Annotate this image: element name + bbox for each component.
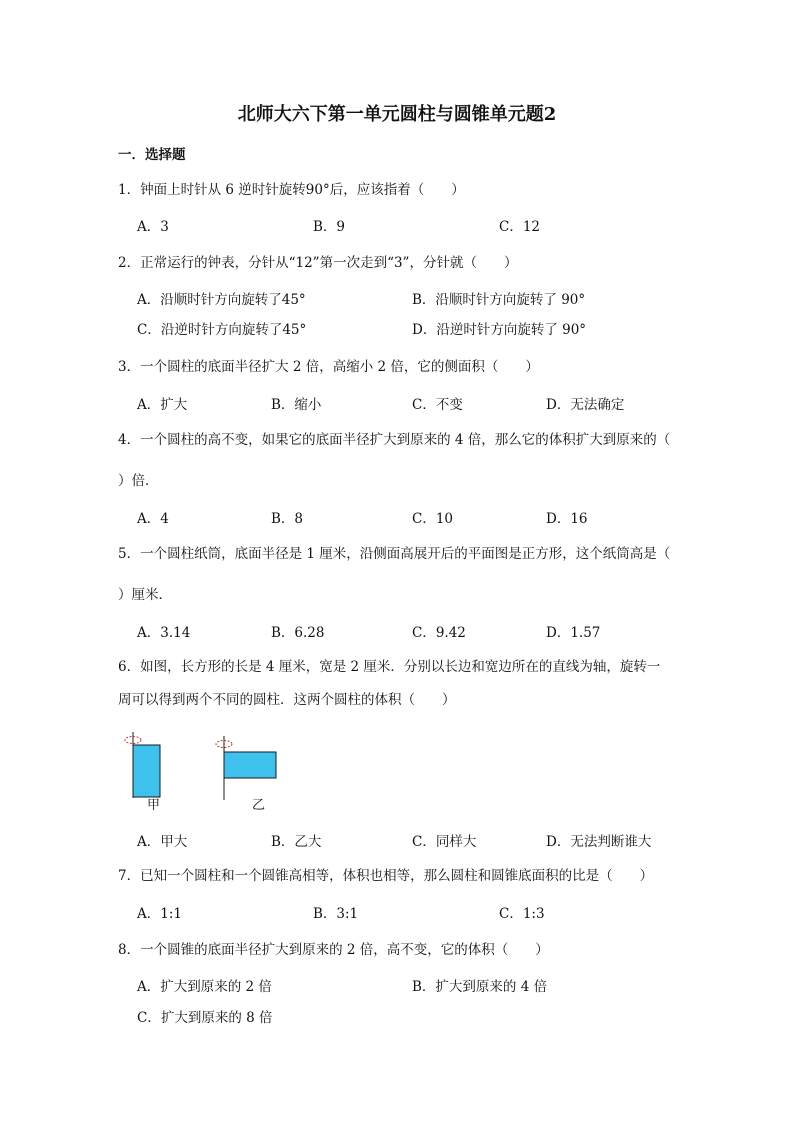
question-1-stem: 1．钟面上时针从 6 逆时针旋转90°后，应该指着（ ） [118,182,465,198]
q3-option-a: A．扩大 [137,397,188,413]
q2-option-c: C．沿逆时针方向旋转了45° [137,322,307,338]
q5-option-d: D．1.57 [546,625,601,641]
question-7-stem: 7．已知一个圆柱和一个圆锥高相等，体积也相等，那么圆柱和圆锥底面积的比是（ ） [118,868,654,884]
q1-option-a: A．3 [137,219,169,235]
q3-option-c: C．不变 [412,397,463,413]
q7-option-a: A．1:1 [137,906,182,922]
question-8-stem: 8．一个圆锥的底面半径扩大到原来的 2 倍，高不变，它的体积（ ） [118,942,549,958]
q1-option-c: C．12 [499,219,541,235]
yi-rectangle [224,752,276,778]
question-3-stem: 3．一个圆柱的底面半径扩大 2 倍，高缩小 2 倍，它的侧面积（ ） [118,359,539,375]
question-5-stem-line-1: 5．一个圆柱纸筒，底面半径是 1 厘米，沿侧面高展开后的平面图是正方形，这个纸筒高是（ [118,546,671,562]
q8-option-b: B．扩大到原来的 4 倍 [412,979,548,995]
question-4-stem-line-2: ）倍． [118,473,159,489]
q6-option-c: C．同样大 [412,834,477,850]
q1-option-b: B．9 [313,219,346,235]
figure-label-yi: 乙 [252,798,266,813]
question-6-stem-line-1: 6．如图，长方形的长是 4 厘米，宽是 2 厘米．分别以长边和宽边所在的直线为轴，旋转一 [118,659,661,675]
question-5-stem-line-2: ）厘米． [118,587,172,603]
q4-option-d: D．16 [546,511,588,527]
section-heading: 一．选择题 [118,147,186,163]
question-2-stem: 2．正常运行的钟表，分针从“12”第一次走到“3”，分针就（ ） [118,255,518,271]
q3-option-d: D．无法确定 [546,397,625,413]
q5-option-c: C．9.42 [412,625,466,641]
q4-option-a: A．4 [137,511,169,527]
q4-option-c: C．10 [412,511,454,527]
q8-option-c: C．扩大到原来的 8 倍 [137,1010,273,1026]
question-6-stem-line-2: 周可以得到两个不同的圆柱．这两个圆柱的体积（ ） [118,692,456,708]
q2-option-b: B．沿顺时针方向旋转了 90° [412,292,586,308]
figure-jia [125,732,160,798]
q6-option-d: D．无法判断谁大 [546,834,652,850]
q2-option-d: D．沿逆时针方向旋转了 90° [412,322,587,338]
q7-option-b: B．3:1 [313,906,359,922]
q7-option-c: C．1:3 [499,906,545,922]
q4-option-b: B．8 [271,511,304,527]
page-title: 北师大六下第一单元圆柱与圆锥单元题2 [237,104,557,125]
jia-rectangle [133,745,160,797]
q5-option-b: B．6.28 [271,625,325,641]
q5-option-a: A．3.14 [137,625,191,641]
rotation-figure [118,730,298,816]
q2-option-a: A．沿顺时针方向旋转了45° [137,292,306,308]
q6-option-a: A．甲大 [137,834,188,850]
q6-option-b: B．乙大 [271,834,322,850]
q3-option-b: B．缩小 [271,397,322,413]
q8-option-a: A．扩大到原来的 2 倍 [137,979,272,995]
figure-yi [216,736,276,800]
question-4-stem-line-1: 4．一个圆柱的高不变，如果它的底面半径扩大到原来的 4 倍，那么它的体积扩大到原来的（ [118,432,671,448]
figure-label-jia: 甲 [147,798,161,813]
